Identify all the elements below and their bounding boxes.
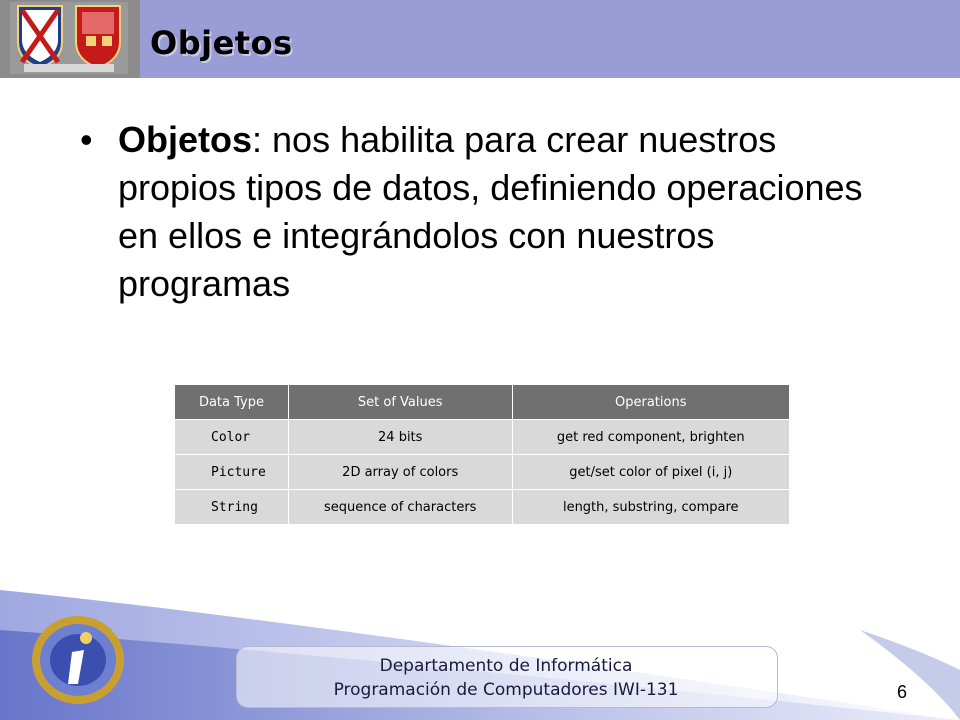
table-row bbox=[175, 420, 790, 455]
table-row bbox=[175, 455, 790, 490]
footer-department: Departamento de Informática bbox=[379, 656, 633, 676]
table-cell: Picture bbox=[175, 455, 289, 490]
bullet-text bbox=[118, 116, 888, 308]
column-header: Set of Values bbox=[288, 385, 512, 420]
data-type-table bbox=[174, 384, 790, 525]
table-cell: get red component, brighten bbox=[512, 420, 789, 455]
bullet-description: : nos habilita para crear nuestros propios tipos de datos, definiendo operaciones en ellos e integrándolos con nuestros programas bbox=[118, 119, 863, 304]
header-bar bbox=[0, 0, 960, 78]
bullet-symbol: • bbox=[80, 119, 93, 160]
table-row bbox=[175, 490, 790, 525]
university-crest-icon bbox=[10, 2, 128, 74]
bullet-term: Objetos bbox=[118, 119, 253, 160]
table-cell: Color bbox=[175, 420, 289, 455]
table-cell: 2D array of colors bbox=[288, 455, 512, 490]
column-header: Operations bbox=[512, 385, 789, 420]
table-cell: sequence of characters bbox=[288, 490, 512, 525]
department-i-logo-icon bbox=[28, 612, 128, 708]
page-number: 6 bbox=[896, 682, 907, 702]
table-cell: get/set color of pixel (i, j) bbox=[512, 455, 789, 490]
table-cell: 24 bits bbox=[288, 420, 512, 455]
column-header: Data Type bbox=[175, 385, 289, 420]
slide-title: Objetos bbox=[150, 24, 293, 62]
table-cell: String bbox=[175, 490, 289, 525]
table-header-row bbox=[175, 385, 790, 420]
table-cell: length, substring, compare bbox=[512, 490, 789, 525]
footer-course: Programación de Computadores IWI-131 bbox=[333, 680, 679, 700]
